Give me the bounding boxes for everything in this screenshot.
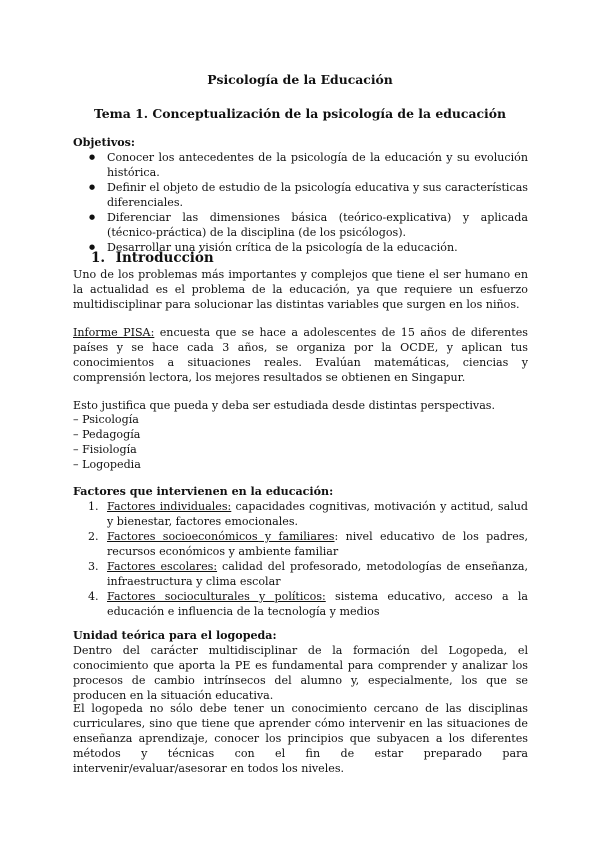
intro-paragraph: Uno de los problemas más importantes y complejos que tiene el ser humano en la actualidad es el problema de la educación, ya que requiere un esfuerzo multidisciplinar para solucionar las distintas variables que surgen en los niños. (73, 268, 528, 311)
factor-label: Factores escolares: (107, 560, 218, 573)
list-item: – Logopedia (73, 458, 141, 471)
factor-text: : nivel educativo de los padres, recursos económicos y ambiente familiar (107, 530, 529, 558)
document-title: Psicología de la Educación (207, 72, 393, 87)
objetivos-list (73, 150, 528, 255)
perspectivas-list (73, 412, 528, 472)
list-item: – Psicología (73, 413, 139, 426)
factor-label: Factores socioculturales y políticos: (107, 590, 326, 603)
factor-text: sistema educativo, acceso a la educación e influencia de la tecnología y medios (107, 590, 528, 618)
pisa-label: Informe PISA: (73, 326, 155, 339)
item-number: 2. (88, 530, 99, 543)
factor-label: Factores individuales: (107, 500, 232, 513)
item-number: 4. (88, 590, 99, 603)
list-item (73, 499, 528, 529)
item-number: 3. (88, 560, 99, 573)
document-subtitle: Tema 1. Conceptualización de la psicología de la educación (94, 106, 506, 121)
unidad-heading: Unidad teórica para el logopeda: (73, 629, 277, 642)
factor-text: calidad del profesorado, metodologías de enseñanza, infraestructura y clima escolar (107, 560, 528, 588)
list-item: – Fisiología (73, 443, 137, 456)
section-number: 1. (91, 250, 106, 266)
objetivos-heading: Objetivos: (73, 136, 136, 149)
list-item (73, 529, 528, 559)
factor-label: Factores socioeconómicos y familiares (107, 530, 335, 543)
unidad-paragraph-1: Dentro del carácter multidisciplinar de la formación del Logopeda, el conocimiento que aporta la PE es fundamental para comprender y analizar los procesos de cambio intrínsecos del alumno y, especialmente, los que se producen en la situación educativa. (73, 644, 528, 702)
list-item: ● Conocer los antecedentes de la psicología de la educación y su evolución histórica. (73, 150, 528, 180)
list-item (73, 589, 528, 619)
factor-text: capacidades cognitivas, motivación y actitud, salud y bienestar, factores emocionales. (107, 500, 529, 528)
pisa-text: encuesta que se hace a adolescentes de 15 años de diferentes países y se hace cada 3 años, se organiza por la OCDE, y aplican tus conocimientos a situaciones reales. Evalúan matemáticas, ciencias y comprensión lectora, los mejores resultados se obtienen en Singapur. (73, 326, 528, 384)
perspectivas-intro: Esto justifica que pueda y deba ser estudiada desde distintas perspectivas. (73, 399, 496, 412)
list-item: ● Definir el objeto de estudio de la psicología educativa y sus características diferenciales. (73, 180, 528, 210)
list-item: – Pedagogía (73, 428, 141, 441)
item-number: 1. (88, 500, 99, 513)
unidad-paragraph-2: El logopeda no sólo debe tener un conocimiento cercano de las disciplinas curriculares, sino que tiene que aprender cómo intervenir en las situaciones de enseñanza aprendizaje, conocer los principios que subyacen a los diferentes métodos y técnicas con el fin de estar preparado para intervenir/evaluar/asesorar en todos los niveles. (73, 702, 528, 775)
list-item: ● Diferenciar las dimensiones básica (teórico-explicativa) y aplicada (técnico-práctica) de la disciplina (de los psicólogos). (73, 210, 528, 240)
pisa-paragraph (73, 325, 528, 385)
section-title: Introducción (115, 250, 214, 266)
list-item (73, 559, 528, 589)
factores-heading: Factores que intervienen en la educación: (73, 485, 334, 498)
section-heading-introduccion (91, 251, 214, 266)
factores-list (73, 499, 528, 619)
list-item: ● Desarrollar una visión crítica de la psicología de la educación. (73, 240, 528, 255)
